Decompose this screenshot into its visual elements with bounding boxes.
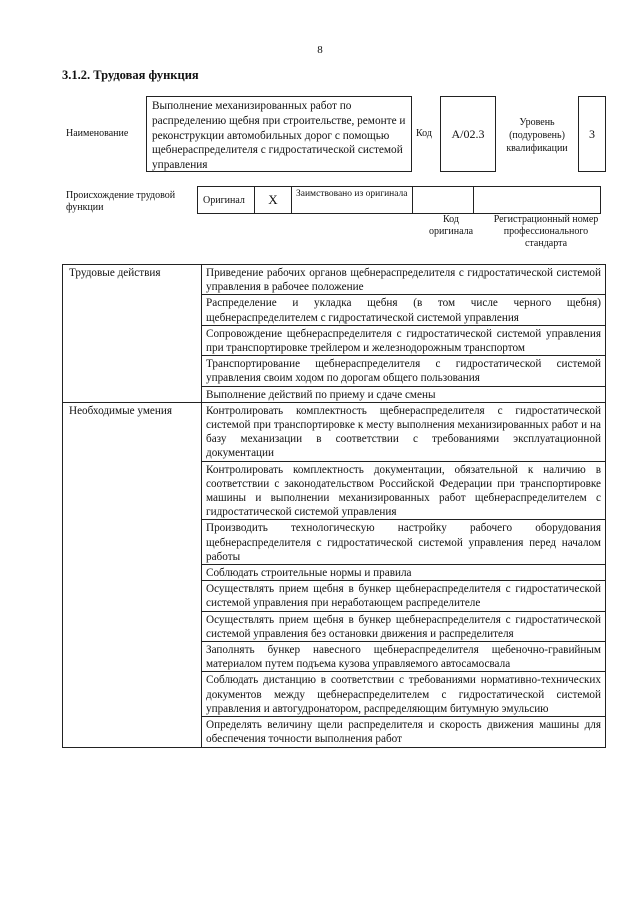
code-label: Код — [416, 128, 432, 139]
original-label: Оригинал — [197, 186, 255, 214]
code-original-cell — [412, 186, 474, 214]
row-heading: Необходимые умения — [63, 402, 202, 747]
name-label: Наименование — [66, 128, 129, 139]
table-row — [63, 402, 606, 461]
row-item: Осуществлять прием щебня в бункер щебнераспределителя с гидростатической системой управления при неработающем распределителе — [202, 581, 606, 611]
row-item: Сопровождение щебнераспределителя с гидростатической системой управления при транспортировке трейлером и железнодорожным транспортом — [202, 325, 606, 355]
reg-number-cell — [473, 186, 601, 214]
borrowed-label: Заимствовано из оригинала — [291, 186, 413, 214]
row-item: Соблюдать строительные нормы и правила — [202, 565, 606, 581]
row-heading: Трудовые действия — [63, 265, 202, 403]
origin-label: Происхождение трудовой функции — [66, 190, 176, 213]
row-item: Осуществлять прием щебня в бункер щебнераспределителя с гидростатической системой управления без остановки движения и распределителя — [202, 611, 606, 641]
page-number: 8 — [317, 44, 323, 56]
row-item: Контролировать комплектность щебнераспределителя с гидростатической системой при транспортировке к месту выполнения механизированных работ и на базу механизации в соответствии с требованиями эксплуатационной документации — [202, 402, 606, 461]
row-item: Соблюдать дистанцию в соответствии с требованиями нормативно-технических документов между щебнераспределителем с гидростатической системой управления и автогудронатором, распределяющим битумную эмульсию — [202, 672, 606, 717]
row-item: Выполнение действий по приему и сдаче смены — [202, 386, 606, 402]
origin-grid — [198, 186, 601, 214]
function-code: А/02.3 — [440, 96, 496, 172]
section-title: 3.1.2. Трудовая функция — [62, 68, 199, 82]
code-original-caption: Код оригинала — [428, 214, 474, 237]
row-item: Определять величину щели распределителя и скорость движения машины для обеспечения точности выполнения работ — [202, 717, 606, 747]
qualification-level: 3 — [578, 96, 606, 172]
row-item: Производить технологическую настройку рабочего оборудования щебнераспределителя с гидростатической системой управления перед началом работы — [202, 520, 606, 565]
table-row — [63, 265, 606, 295]
original-mark: Х — [254, 186, 292, 214]
row-item: Распределение и укладка щебня (в том числе черного щебня) щебнераспределителем с гидростатической системой управления — [202, 295, 606, 325]
row-item: Транспортирование щебнераспределителя с гидростатической системой управления своим ходом по дорогам общего пользования — [202, 356, 606, 386]
row-item: Заполнять бункер навесного щебнераспределителя щебеночно-гравийным материалом путем подъема кузова управляемого автосамосвала — [202, 642, 606, 672]
level-label: Уровень (подуровень) квалификации — [506, 117, 568, 154]
function-table — [62, 264, 606, 748]
reg-number-caption: Регистрационный номер профессионального стандарта — [493, 214, 599, 249]
row-item: Контролировать комплектность документации, обязательной к наличию в соответствии с законодательством Российской Федерации при транспортировке машины и выполнении механизированных работ щебнераспределителем с гидростатической системой управления — [202, 461, 606, 520]
function-name: Выполнение механизированных работ по распределению щебня при строительстве, ремонте и реконструкции автомобильных дорог с помощью щебнераспределителя с гидростатической системой управления — [146, 96, 412, 172]
row-item: Приведение рабочих органов щебнераспределителя с гидростатической системой управления в рабочее положение — [202, 265, 606, 295]
